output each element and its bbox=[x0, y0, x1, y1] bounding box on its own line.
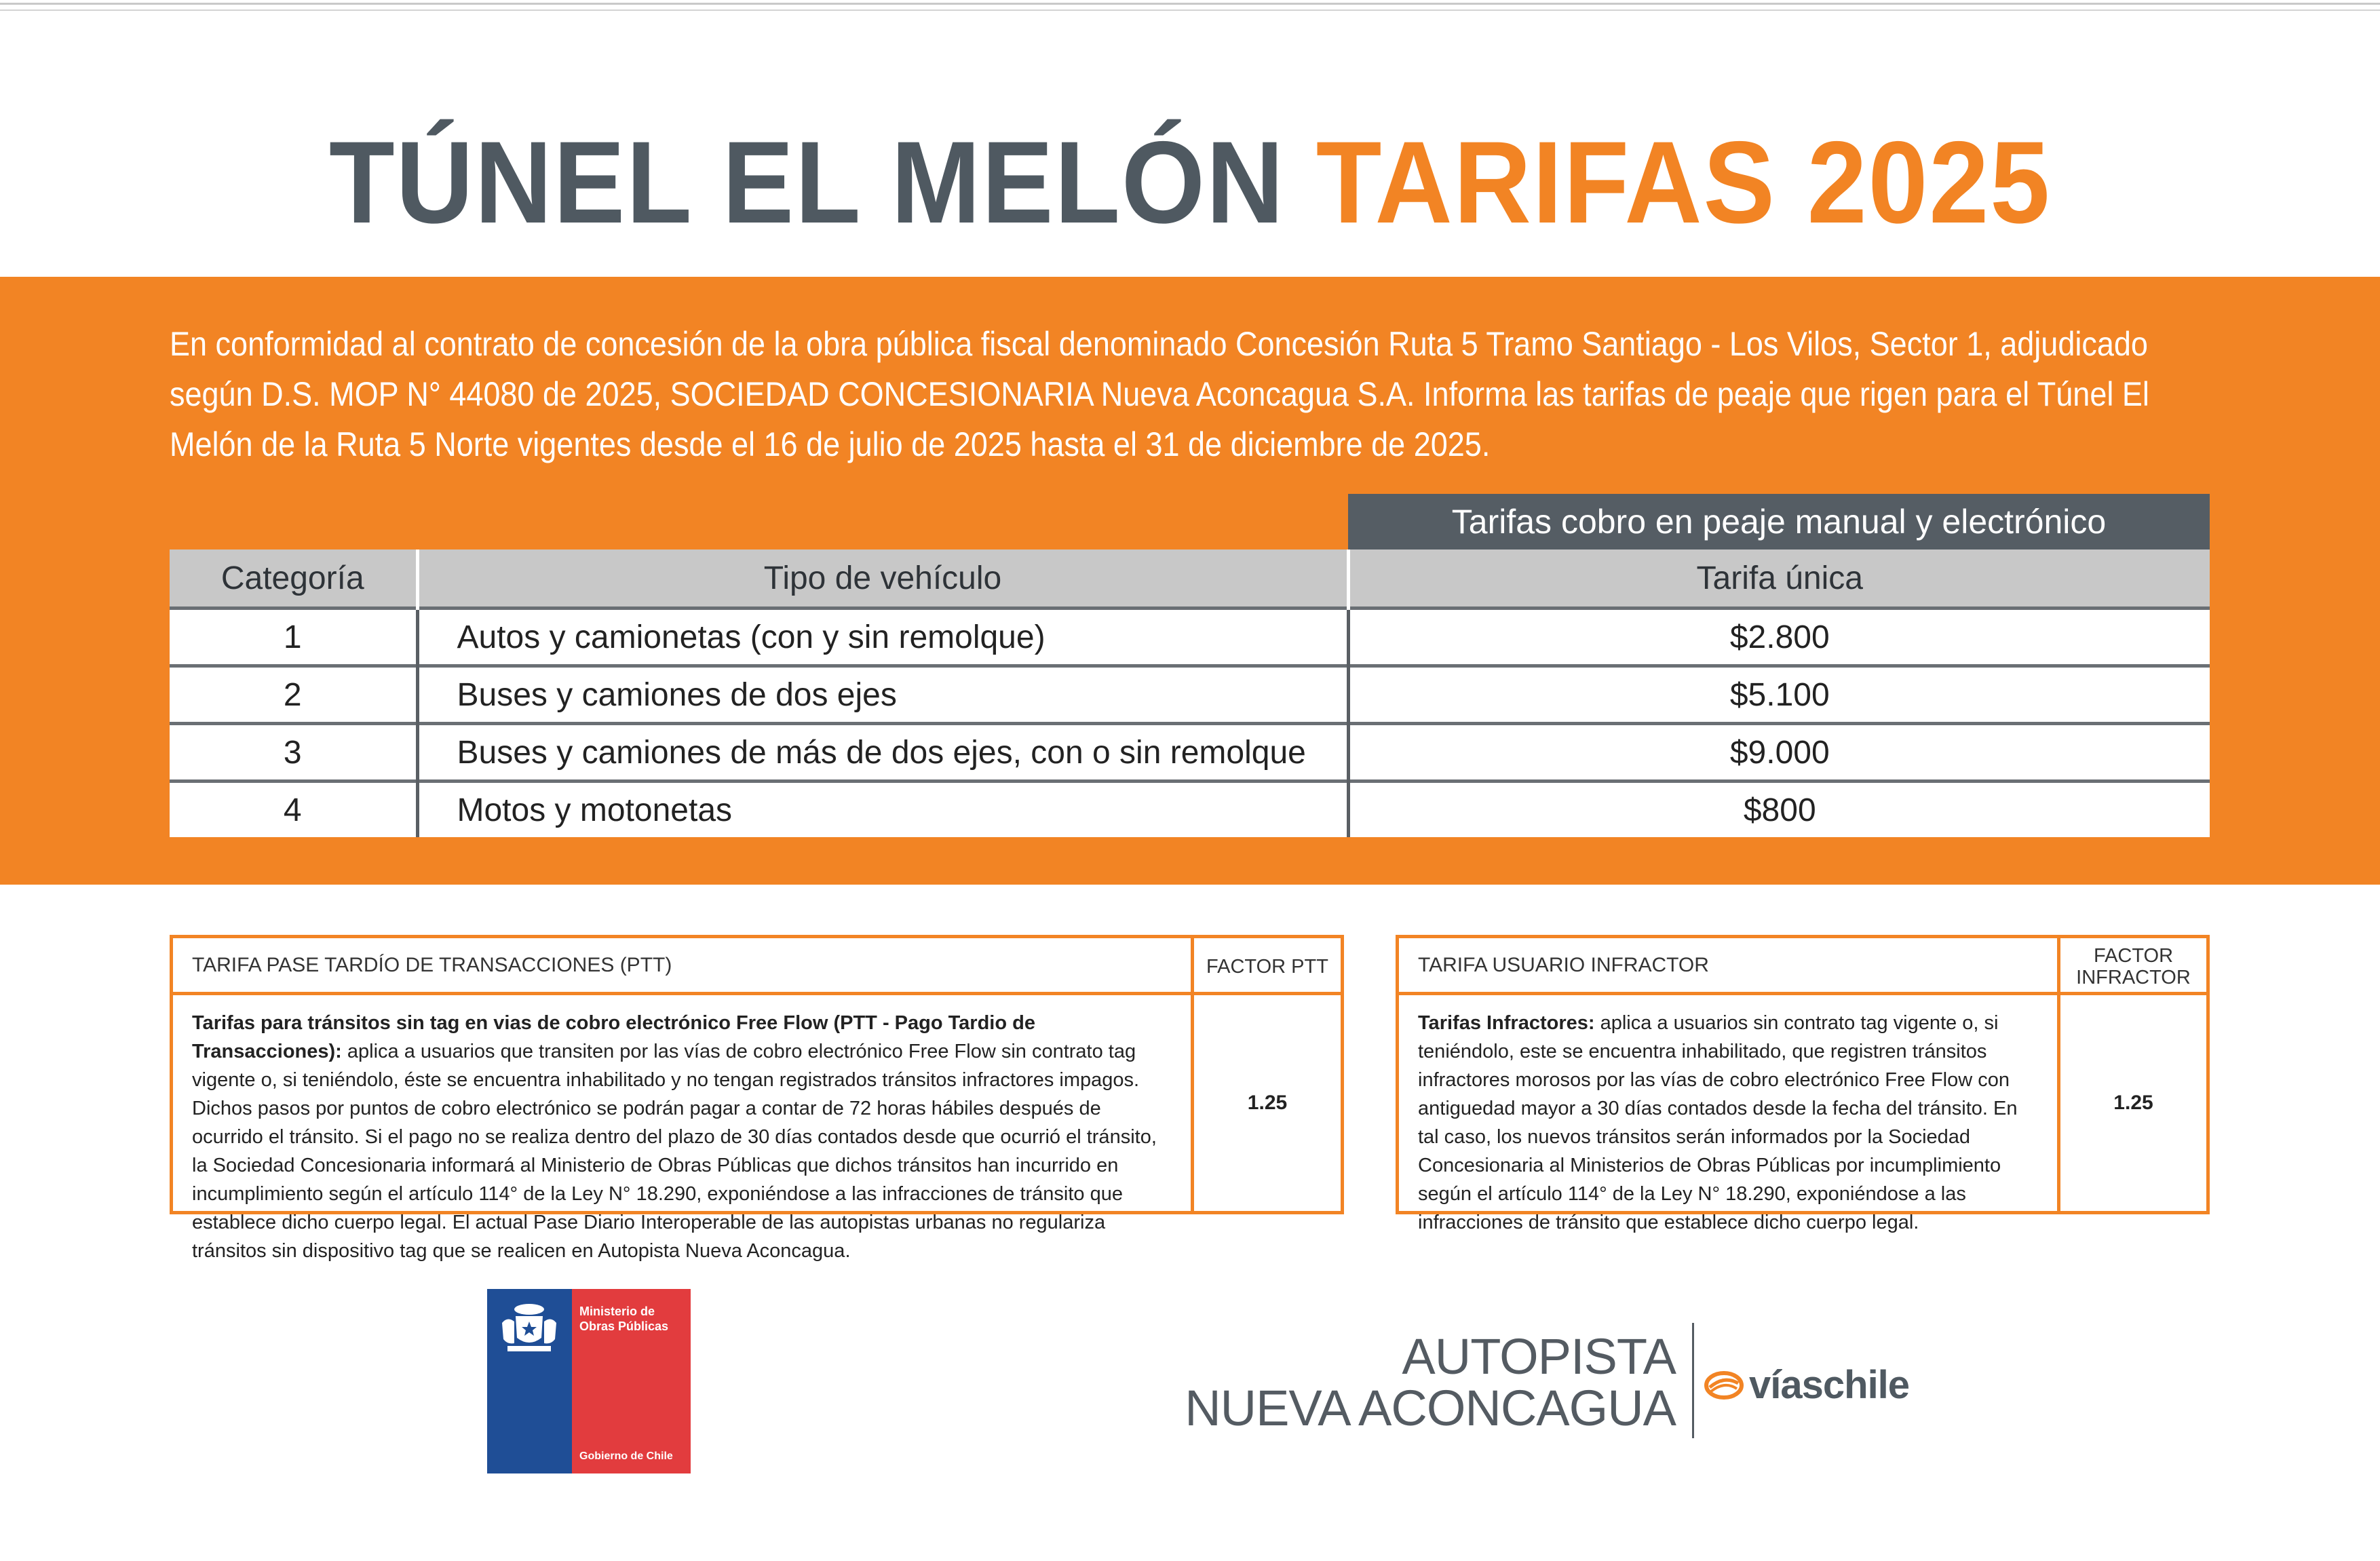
title-part-2: TARIFAS 2025 bbox=[1316, 117, 2052, 248]
cell-valor: $9.000 bbox=[1348, 724, 2210, 782]
viaschile-logo bbox=[1704, 1362, 1909, 1408]
page-title bbox=[95, 115, 2284, 250]
cell-valor: $800 bbox=[1348, 782, 2210, 838]
ptt-factor-header: FACTOR PTT bbox=[1206, 956, 1328, 978]
ptt-bold-lead: Tarifas para tránsitos sin tag en vias de cobro electrónico Free Flow (PTT - Pago Tardio de Transacciones): bbox=[192, 1012, 1035, 1062]
table-row bbox=[170, 666, 2210, 724]
infractor-description bbox=[1418, 1009, 2042, 1237]
cell-categoria: 1 bbox=[170, 609, 417, 666]
cell-categoria: 3 bbox=[170, 724, 417, 782]
viaschile-name: víaschile bbox=[1749, 1363, 1910, 1407]
cell-tipo: Buses y camiones de dos ejes bbox=[417, 666, 1348, 724]
logo-separator bbox=[1692, 1323, 1694, 1438]
table-row bbox=[170, 724, 2210, 782]
header-tipo: Tipo de vehículo bbox=[417, 550, 1348, 609]
infractor-text: aplica a usuarios sin contrato tag vigente o, si teniéndolo, este se encuentra inhabilitado, que registren tránsitos infractores morosos por las vías de cobro electrónico Free Flow con antiguedad mayor a 30 días contados desde la fecha del tránsito. En tal caso, los nuevos tránsitos serán informados por la Sociedad Concesionaria al Ministerios de Obras Públicas por incumplimiento según el artículo 114° de la Ley N° 18.290, exponiéndose a las infracciones de tránsito que establece dicho cuerpo legal. bbox=[1418, 1012, 2018, 1233]
ptt-factor-header-rule bbox=[1194, 938, 1341, 995]
chile-coat-of-arms-icon bbox=[494, 1296, 565, 1357]
header-tarifa: Tarifa única bbox=[1348, 550, 2210, 609]
infractor-bold-lead: Tarifas Infractores: bbox=[1418, 1012, 1595, 1034]
ptt-box bbox=[170, 935, 1344, 1262]
ana-line-1: AUTOPISTA bbox=[1402, 1328, 1676, 1385]
ana-line-2: NUEVA ACONCAGUA bbox=[1185, 1380, 1676, 1436]
ptt-text: aplica a usuarios que transiten por las vías de cobro electrónico Free Flow sin contrato tag vigente o, si teniéndolo, éste se encuentra inhabilitado y no tengan registrados tránsitos infractores impagos. Dichos pasos por puntos de cobro electrónico se podrán pagar a contar de 72 horas hábiles después de ocurrido el tránsito. Si el pago no se realiza dentro del plazo de 30 días contados desde que ocurrió el tránsito, la Sociedad Concesionaria informará al Ministerio de Obras Públicas que dichos tránsitos han incurrido en incumplimiento según el artículo 114° de la Ley N° 18.290, exponiéndose a las infracciones de tránsito que establece dicho cuerpo legal. El actual Pase Diario Interoperable de las autopistas urbanas no regulariza tránsitos sin dispositivo tag que se realicen en Autopista Nueva Aconcagua. bbox=[192, 1041, 1157, 1262]
tarifa-super-header: Tarifas cobro en peaje manual y electrónico bbox=[1348, 494, 2210, 550]
top-rule bbox=[0, 3, 2380, 5]
mop-name: Ministerio de Obras Públicas bbox=[579, 1305, 669, 1333]
ptt-factor-value: 1.25 bbox=[1247, 1092, 1288, 1114]
cell-valor: $5.100 bbox=[1348, 666, 2210, 724]
cell-categoria: 2 bbox=[170, 666, 417, 724]
cell-categoria: 4 bbox=[170, 782, 417, 838]
top-rule-2 bbox=[0, 9, 2380, 11]
tarifa-table bbox=[170, 550, 2210, 837]
mop-gobierno: Gobierno de Chile bbox=[579, 1450, 673, 1462]
ptt-header: TARIFA PASE TARDÍO DE TRANSACCIONES (PTT) bbox=[173, 938, 1191, 995]
infractor-box bbox=[1396, 935, 2210, 1233]
intro-paragraph: En conformidad al contrato de concesión de la obra pública fiscal denominado Concesión Ruta 5 Tramo Santiago - Los Vilos, Sector 1, adjudicado según D.S. MOP N° 44080 de 2025, SOCIEDAD CONCESIONARIA Nueva Aconcagua S.A. Informa las tarifas de peaje que rigen para el Túnel El Melón de la Ruta 5 Norte vigentes desde el 16 de julio de 2025 hasta el 31 de diciembre de 2025. bbox=[170, 325, 2149, 463]
table-row bbox=[170, 609, 2210, 666]
infractor-factor-header-rule bbox=[2060, 938, 2206, 995]
infractor-factor-header: FACTOR INFRACTOR bbox=[2076, 945, 2191, 988]
ptt-description bbox=[192, 1009, 1176, 1265]
header-categoria: Categoría bbox=[170, 550, 417, 609]
infractor-factor-value: 1.25 bbox=[2113, 1092, 2153, 1114]
cell-valor: $2.800 bbox=[1348, 609, 2210, 666]
cell-tipo: Buses y camiones de más de dos ejes, con o sin remolque bbox=[417, 724, 1348, 782]
autopista-nueva-aconcagua-logo bbox=[1167, 1328, 1676, 1436]
table-row bbox=[170, 782, 2210, 838]
infractor-header: TARIFA USUARIO INFRACTOR bbox=[1399, 938, 2057, 995]
cell-tipo: Motos y motonetas bbox=[417, 782, 1348, 838]
cell-tipo: Autos y camionetas (con y sin remolque) bbox=[417, 609, 1348, 666]
title-part-1: TÚNEL EL MELÓN bbox=[328, 117, 1285, 248]
mop-logo bbox=[487, 1289, 691, 1473]
viaschile-swirl-icon bbox=[1704, 1370, 1744, 1401]
tarifa-header-row bbox=[170, 550, 2210, 609]
